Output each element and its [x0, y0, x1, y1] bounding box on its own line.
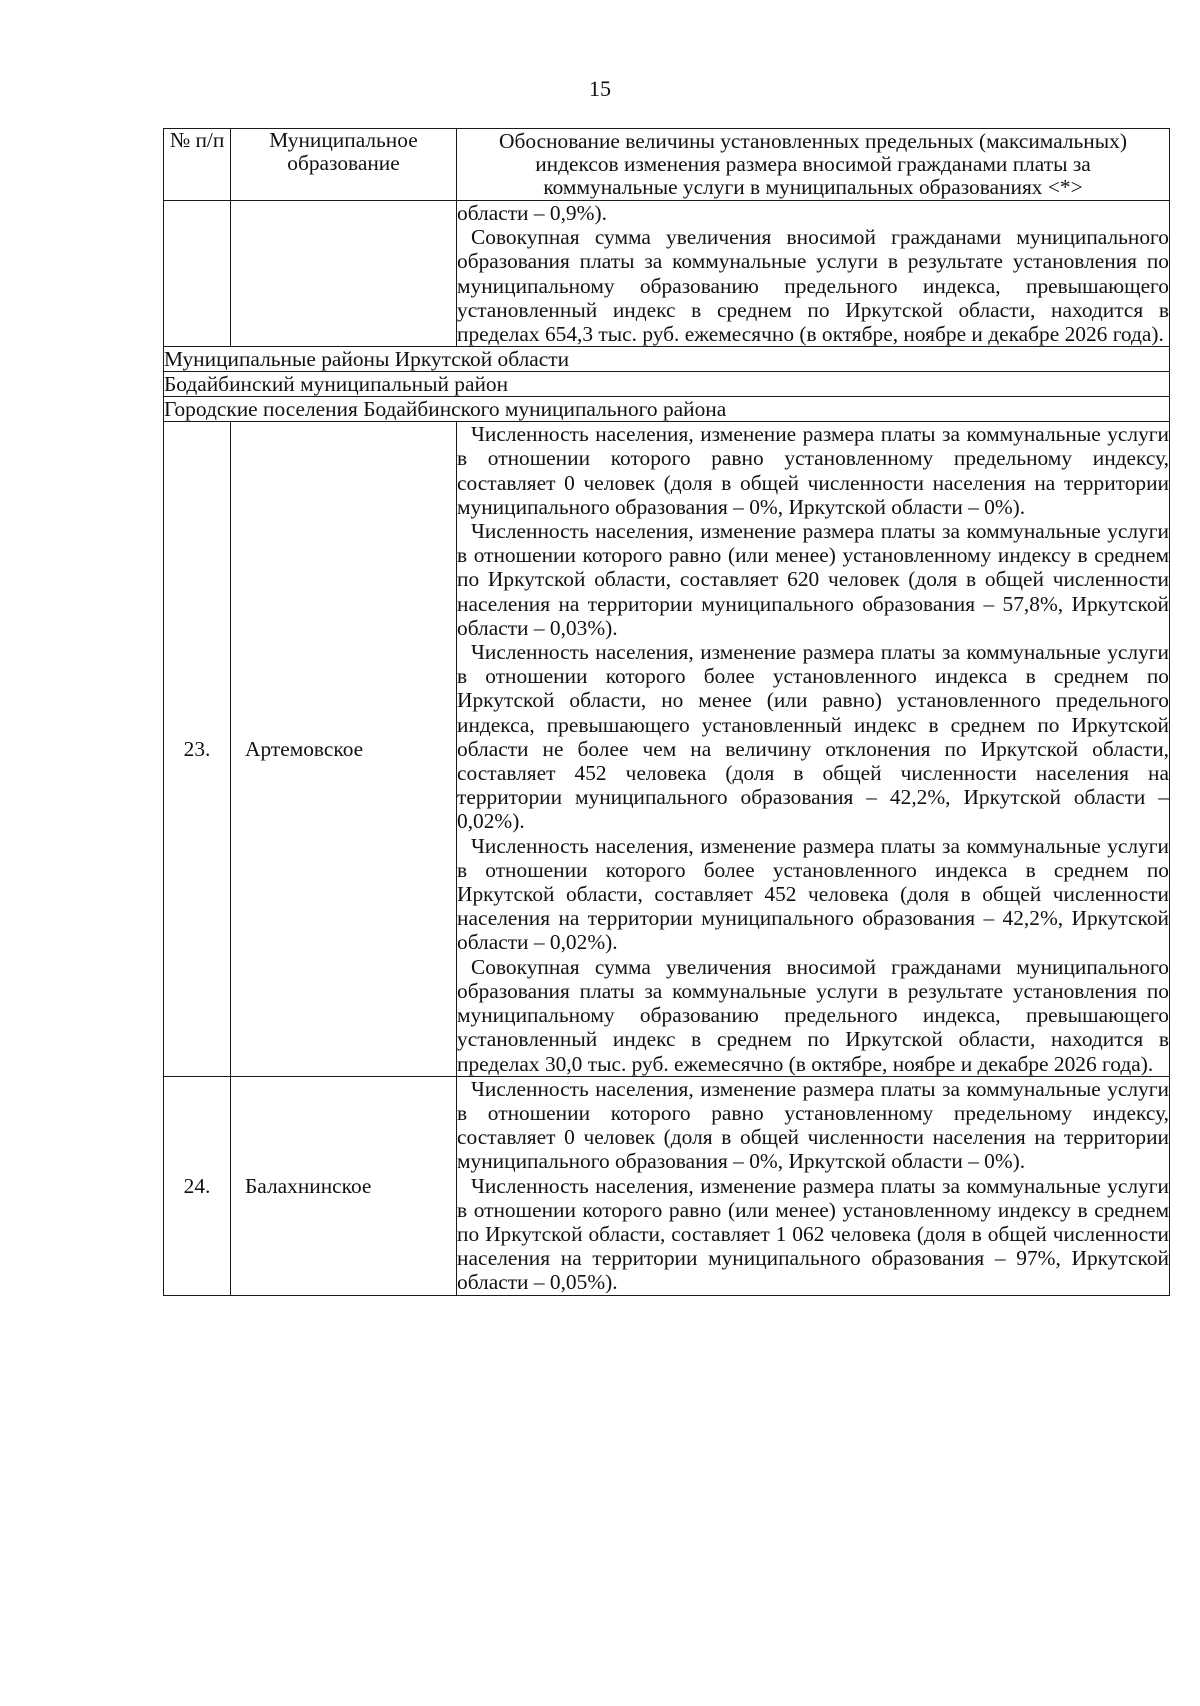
section-title-urban: Городские поселения Бодайбинского муниципального района	[164, 397, 1170, 422]
continuation-paragraph: Совокупная сумма увеличения вносимой гражданами муниципального образования платы за коммунальные услуги в результате установления по муниципальному образованию предельного индекса, превышающего установленный индекс в среднем по Иркутской области, находится в пределах 654,3 тыс. руб. ежемесячно (в октябре, ноябре и декабре 2026 года).	[457, 225, 1169, 347]
section-row-bodaibo	[164, 372, 1170, 397]
row-number: 24.	[164, 1076, 231, 1295]
row-justification	[457, 1076, 1170, 1295]
continuation-text-cell	[457, 201, 1170, 347]
justification-paragraph: Совокупная сумма увеличения вносимой гражданами муниципального образования платы за коммунальные услуги в результате установления по муниципальному образованию предельного индекса, превышающего установленный индекс в среднем по Иркутской области, находится в пределах 30,0 тыс. руб. ежемесячно (в октябре, ноябре и декабре 2026 года).	[457, 954, 1169, 1076]
row-justification	[457, 422, 1170, 1076]
tariff-index-table	[163, 128, 1170, 1296]
continuation-row	[164, 201, 1170, 347]
row-municipality: Балахнинское	[231, 1076, 457, 1295]
justification-paragraph: Численность населения, изменение размера платы за коммунальные услуги в отношении которого равно (или менее) установленному индексу в среднем по Иркутской области, составляет 1 062 человека (доля в общей численности населения на территории муниципального образования – 97%, Иркутской области – 0,05%).	[457, 1173, 1169, 1295]
justification-paragraph: Численность населения, изменение размера платы за коммунальные услуги в отношении которого равно установленному предельному индексу, составляет 0 человек (доля в общей численности населения на территории муниципального образования – 0%, Иркутской области – 0%).	[457, 1076, 1169, 1174]
justification-paragraph: Численность населения, изменение размера платы за коммунальные услуги в отношении которого равно (или менее) установленному индексу в среднем по Иркутской области, составляет 620 человек (доля в общей численности населения на территории муниципального образования – 57,8%, Иркутской области – 0,03%).	[457, 519, 1169, 640]
continuation-paragraph: области – 0,9%).	[457, 201, 607, 225]
table-row	[164, 422, 1170, 1076]
table-row	[164, 1076, 1170, 1295]
row-number: 23.	[164, 422, 231, 1076]
page-number: 15	[589, 76, 611, 101]
section-row-urban	[164, 397, 1170, 422]
header-municipality: Муниципальное образование	[231, 129, 457, 201]
justification-paragraph: Численность населения, изменение размера платы за коммунальные услуги в отношении которого более установленного индекса в среднем по Иркутской области, составляет 452 человека (доля в общей численности населения на территории муниципального образования – 42,2%, Иркутской области – 0,02%).	[457, 833, 1169, 955]
continuation-name-cell	[231, 201, 457, 347]
header-justification: Обоснование величины установленных предельных (максимальных) индексов изменения размера вносимой гражданами платы за коммунальные услуги в муниципальных образованиях <*>	[457, 129, 1170, 201]
section-row-districts	[164, 347, 1170, 372]
section-title-districts: Муниципальные районы Иркутской области	[164, 347, 1170, 372]
justification-paragraph: Численность населения, изменение размера платы за коммунальные услуги в отношении которого равно установленному предельному индексу, составляет 0 человек (доля в общей численности населения на территории муниципального образования – 0%, Иркутской области – 0%).	[457, 422, 1169, 519]
table-header-row	[164, 129, 1170, 201]
justification-paragraph: Численность населения, изменение размера платы за коммунальные услуги в отношении которого более установленного индекса в среднем по Иркутской области, но менее (или равно) установленного предельного индекса, превышающего установленный индекс в среднем по Иркутской области не более чем на величину отклонения по Иркутской области, составляет 452 человека (доля в общей численности населения на территории муниципального образования – 42,2%, Иркутской области – 0,02%).	[457, 640, 1169, 834]
header-number: № п/п	[164, 129, 231, 201]
continuation-num-cell	[164, 201, 231, 347]
row-municipality: Артемовское	[231, 422, 457, 1076]
section-title-bodaibo: Бодайбинский муниципальный район	[164, 372, 1170, 397]
